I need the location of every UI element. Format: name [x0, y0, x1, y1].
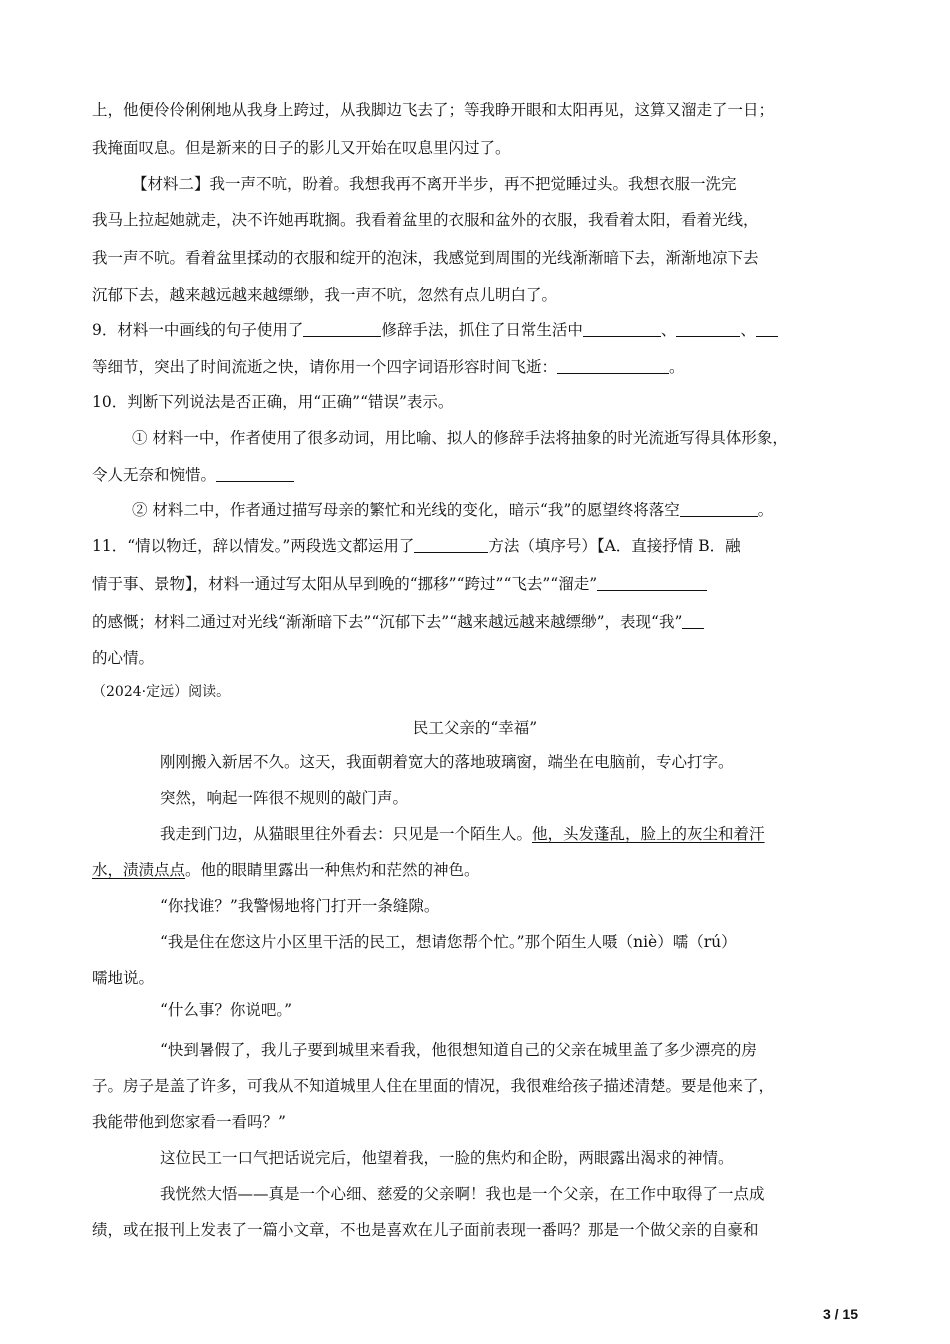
answer-blank[interactable]	[557, 359, 669, 374]
question-11-cont: 情于事、景物】，材料一通过写太阳从早到晚的“挪移”“跨过”“飞去”“溜走”	[92, 574, 707, 594]
question-11-cont: 的心情。	[92, 649, 155, 667]
question-10-item-1-cont: 令人无奈和惋惜。	[92, 465, 294, 485]
source-note: （2024·定远）阅读。	[92, 684, 231, 700]
answer-blank[interactable]	[676, 322, 740, 337]
answer-blank[interactable]	[680, 502, 758, 517]
answer-blank[interactable]	[682, 614, 704, 629]
paragraph-cont: 绩，或在报刊上发表了一篇小文章，不也是喜欢在儿子面前表现一番吗？那是一个做父亲的自豪和	[92, 1221, 759, 1239]
text-line: 我一声不吭。看着盆里揉动的衣服和绽开的泡沫，我感觉到周围的光线渐渐暗下去，渐渐地凉下去	[92, 249, 759, 267]
paragraph: 刚刚搬入新居不久。这天，我面朝着宽大的落地玻璃窗，端坐在电脑前，专心打字。	[160, 753, 734, 771]
question-10-item-2: ② 材料二中，作者通过描写母亲的繁忙和光线的变化，暗示“我”的愿望终将落空 。	[132, 501, 774, 519]
underlined-sentence: 他，头发蓬乱，脸上的灰尘和着汗	[532, 825, 765, 843]
answer-blank[interactable]	[583, 322, 661, 337]
article-title: 民工父亲的“幸福”	[412, 719, 538, 737]
paragraph-cont: 水，渍渍点点。他的眼睛里露出一种焦灼和茫然的神色。	[92, 861, 480, 879]
underlined-sentence: 水，渍渍点点	[92, 861, 186, 879]
answer-blank[interactable]	[756, 322, 778, 337]
text-line: 【材料二】我一声不吭，盼着。我想我再不离开半步，再不把觉睡过头。我想衣服一洗完	[132, 175, 737, 193]
text-line: 我掩面叹息。但是新来的日子的影儿又开始在叹息里闪过了。	[92, 139, 511, 157]
answer-blank[interactable]	[216, 467, 294, 482]
paragraph-cont: 我能带他到您家看一看吗？”	[92, 1113, 286, 1131]
answer-blank[interactable]	[597, 576, 707, 591]
paragraph: 我恍然大悟——真是一个心细、慈爱的父亲啊！我也是一个父亲，在工作中取得了一点成	[160, 1185, 765, 1203]
paragraph: 我走到门边，从猫眼里往外看去：只见是一个陌生人。他，头发蓬乱，脸上的灰尘和着汗	[160, 825, 765, 843]
text-line: 沉郁下去，越来越远越来越缥缈，我一声不吭，忽然有点儿明白了。	[92, 286, 558, 304]
paragraph: 这位民工一口气把话说完后，他望着我，一脸的焦灼和企盼，两眼露出渴求的神情。	[160, 1149, 734, 1167]
paragraph: “我是住在您这片小区里干活的民工，想请您帮个忙。”那个陌生人嗫（niè）嚅（rú）	[160, 933, 737, 951]
text-line: 上，他便伶伶俐俐地从我身上跨过，从我脚边飞去了；等我睁开眼和太阳再见，这算又溜走了一日；	[92, 101, 775, 119]
paragraph: “什么事？你说吧。”	[160, 1001, 293, 1019]
question-10-item-1: ① 材料一中，作者使用了很多动词，用比喻、拟人的修辞手法将抽象的时光流逝写得具体形象，	[132, 429, 788, 447]
question-11-cont: 的感慨；材料二通过对光线“渐渐暗下去”“沉郁下去”“越来越远越来越缥缈”，表现“我”	[92, 612, 704, 632]
paragraph: “快到暑假了，我儿子要到城里来看我，他很想知道自己的父亲在城里盖了多少漂亮的房	[160, 1041, 757, 1059]
page-number: 3 / 15	[822, 1306, 858, 1322]
answer-blank[interactable]	[303, 322, 381, 337]
answer-blank[interactable]	[414, 538, 488, 553]
question-10: 10．判断下列说法是否正确，用“正确”“错误”表示。	[92, 393, 454, 411]
paragraph: “你找谁？”我警惕地将门打开一条缝隙。	[160, 897, 440, 915]
text-line: 我马上拉起她就走，决不许她再耽搁。我看着盆里的衣服和盆外的衣服，我看着太阳，看着光线，	[92, 211, 759, 229]
paragraph-cont: 嚅地说。	[92, 969, 155, 987]
question-11: 11．“情以物迁，辞以情发。”两段选文都运用了 方法（填序号）【A．直接抒情 B．融	[92, 537, 741, 555]
question-9-cont: 等细节，突出了时间流逝之快，请你用一个四字词语形容时间飞逝： 。	[92, 358, 685, 376]
paragraph: 突然，响起一阵很不规则的敲门声。	[160, 789, 409, 807]
paragraph-cont: 子。房子是盖了许多，可我从不知道城里人住在里面的情况，我很难给孩子描述清楚。要是他来了，	[92, 1077, 775, 1095]
question-9: 9．材料一中画线的句子使用了 修辞手法，抓住了日常生活中 、 、	[92, 320, 778, 340]
